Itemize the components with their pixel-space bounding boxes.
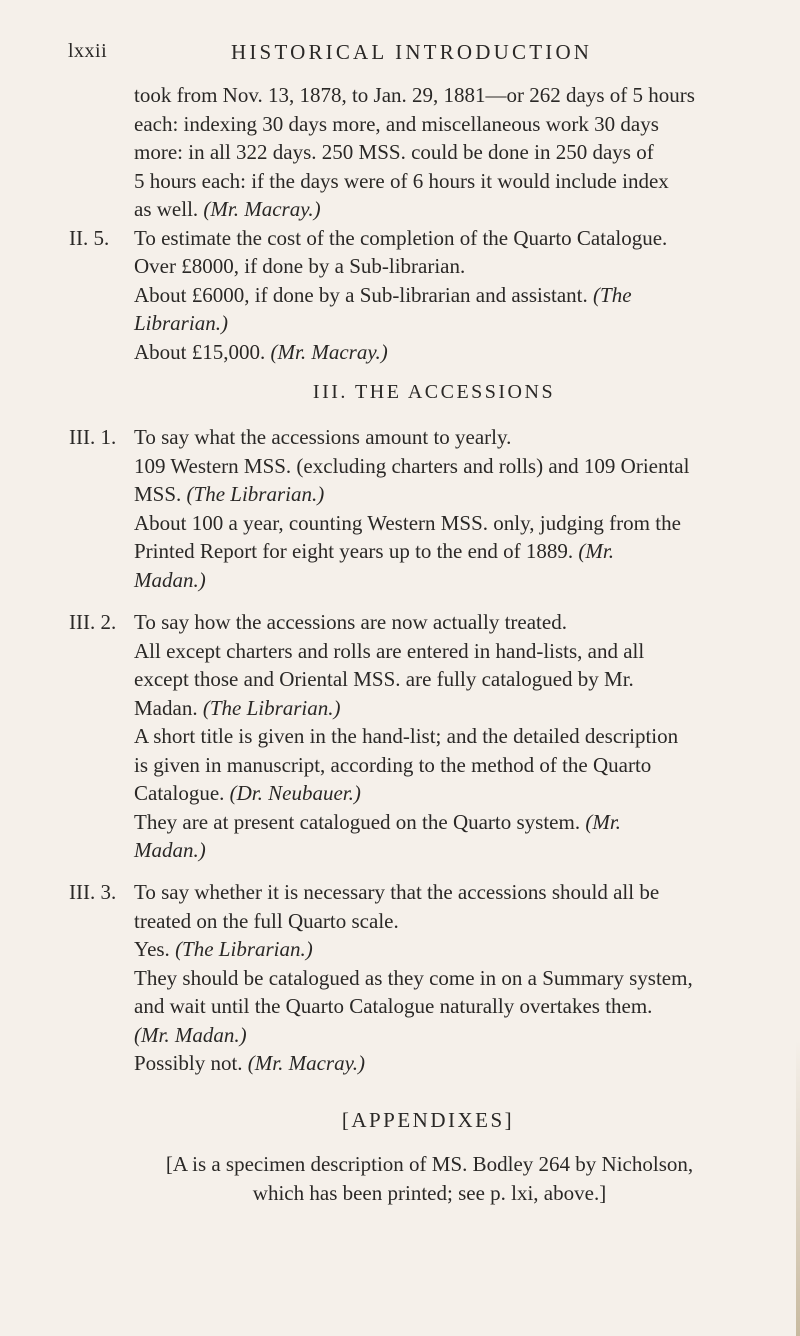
paragraph-line: Catalogue. (Dr. Neubauer.)	[134, 781, 361, 805]
paragraph-line: MSS. (The Librarian.)	[134, 482, 325, 506]
appendix-heading: [APPENDIXES]	[341, 1108, 515, 1132]
item-number: II. 5.	[69, 225, 110, 250]
paragraph-line: Madan. (The Librarian.)	[134, 695, 341, 720]
running-head: HISTORICAL INTRODUCTION	[231, 40, 593, 64]
appendix-note-line: which has been printed; see p. lxi, above.]	[252, 1180, 607, 1205]
paragraph-line: They are at present catalogued on the Quarto system. (Mr.	[134, 809, 621, 834]
paragraph-line: About £15,000. (Mr. Macray.)	[134, 339, 388, 364]
paragraph-line: Possibly not. (Mr. Macray.)	[134, 1051, 366, 1075]
citation: (Mr. Macray.)	[247, 1051, 366, 1075]
paragraph-line: All except charters and rolls are entered in hand-lists, and all	[134, 638, 645, 663]
page-header	[68, 40, 758, 76]
paragraph-line: each: indexing 30 days more, and miscellaneous work 30 days	[134, 111, 659, 136]
citation: (The Librarian.)	[186, 482, 325, 506]
item-number: III. 2.	[69, 610, 117, 634]
paragraph-line: About £6000, if done by a Sub-librarian and assistant. (The	[134, 282, 632, 307]
appendix-note-line: [A is a specimen description of MS. Bodley 264 by Nicholson,	[165, 1152, 694, 1176]
item-iii-3: III. 3. To say whether it is necessary that the accessions should all be	[69, 878, 762, 907]
paragraph-line: treated on the full Quarto scale.	[134, 908, 399, 933]
section-heading: III. THE ACCESSIONS	[312, 381, 556, 403]
paragraph-line: took from Nov. 13, 1878, to Jan. 29, 1881—or 262 days of 5 hours	[134, 83, 695, 107]
paragraph-line: Printed Report for eight years up to the end of 1889. (Mr.	[134, 539, 614, 563]
citation: (Mr.	[585, 809, 621, 834]
paragraph-line: 109 Western MSS. (excluding charters and rolls) and 109 Oriental	[134, 453, 690, 478]
paragraph-line: 5 hours each: if the days were of 6 hours it would include index	[134, 168, 669, 193]
citation: Madan.)	[134, 838, 206, 862]
item-iii-1: III. 1. To say what the accessions amount to yearly.	[69, 423, 762, 452]
citation: (The Librarian.)	[175, 937, 313, 961]
item-number: III. 1.	[69, 425, 117, 449]
paragraph-line: more: in all 322 days. 250 MSS. could be done in 250 days of	[134, 140, 654, 164]
paragraph-line: and wait until the Quarto Catalogue naturally overtakes them.	[134, 994, 653, 1018]
citation: (Mr. Macray.)	[203, 197, 321, 221]
citation: Librarian.)	[134, 311, 228, 335]
paragraph-line: Over £8000, if done by a Sub-librarian.	[134, 254, 466, 278]
citation: (Dr. Neubauer.)	[229, 781, 361, 805]
citation: (Mr.	[578, 539, 614, 563]
paragraph-line: About 100 a year, counting Western MSS. only, judging from the	[134, 510, 681, 535]
item-number: III. 3.	[69, 880, 117, 904]
citation: (Mr. Macray.)	[270, 339, 388, 364]
paragraph-line: except those and Oriental MSS. are fully catalogued by Mr.	[134, 667, 634, 691]
paragraph-line: A short title is given in the hand-list; and the detailed description	[134, 724, 679, 748]
paragraph-line: They should be catalogued as they come in on a Summary system,	[134, 965, 693, 990]
paragraph-line: Yes. (The Librarian.)	[134, 937, 313, 961]
paragraph-line: is given in manuscript, according to the method of the Quarto	[134, 752, 652, 777]
citation: (Mr. Madan.)	[134, 1022, 247, 1047]
citation: (The Librarian.)	[202, 695, 341, 720]
citation: (The	[593, 282, 632, 307]
item-ii-5: II. 5. To estimate the cost of the completion of the Quarto Catalogue.	[69, 224, 762, 253]
citation: Madan.)	[134, 567, 206, 592]
paragraph-line: as well. (Mr. Macray.)	[134, 197, 321, 221]
folio-number: lxxii	[68, 40, 108, 62]
page-edge-shadow	[796, 1040, 800, 1336]
item-iii-2: III. 2. To say how the accessions are now actually treated.	[69, 608, 762, 637]
